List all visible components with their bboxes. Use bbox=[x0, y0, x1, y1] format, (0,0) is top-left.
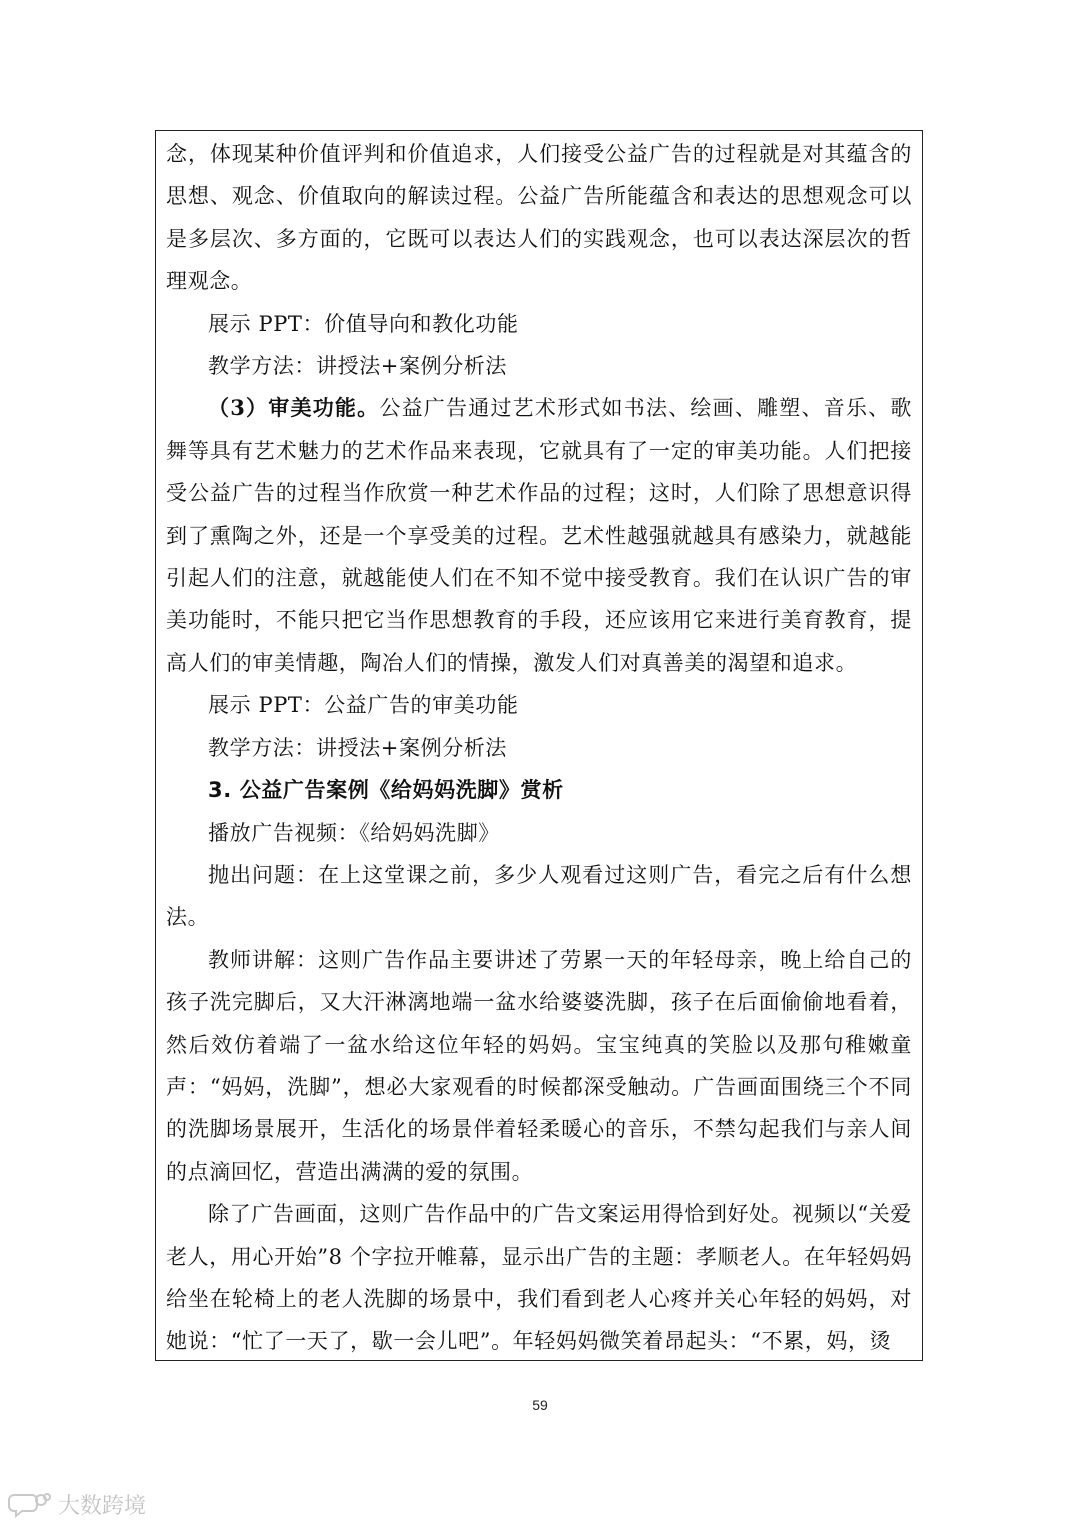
paragraph: 展示 PPT：价值导向和教化功能 bbox=[208, 311, 519, 336]
paragraph-body: 公益广告通过艺术形式如书法、绘画、雕塑、音乐、歌舞等具有艺术魅力的艺术作品来表现，它就具有了一定的审美功能。人们把接受公益广告的过程当作欣赏一种艺术作品的过程；这时，人们除了思想意识得到了熏陶之外，还是一个享受美的过程。艺术性越强就越具有感染力，就越能引起人们的注意，就越能使人们在不知不觉中接受教育。我们在认识广告的审美功能时，不能只把它当作思想教育的手段，还应该用它来进行美育教育，提高人们的审美情趣，陶冶人们的情操，激发人们对真善美的渴望和追求。 bbox=[166, 396, 912, 675]
paragraph: 教师讲解：这则广告作品主要讲述了劳累一天的年轻母亲，晚上给自己的孩子洗完脚后，又大汗淋漓地端一盆水给婆婆洗脚，孩子在后面偷偷地看着，然后效仿着端了一盆水给这位年轻的妈妈。宝宝纯真的笑脸以及那句稚嫩童声：“妈妈，洗脚”，想必大家观看的时候都深受触动。广告画面围绕三个不同的洗脚场景展开，生活化的场景伴着轻柔暖心的音乐，不禁勾起我们与亲人间的点滴回忆，营造出满满的爱的氛围。 bbox=[166, 947, 912, 1184]
paragraph: 播放广告视频：《给妈妈洗脚》 bbox=[208, 820, 500, 845]
page-number: 59 bbox=[532, 1397, 548, 1413]
chat-bubble-logo-icon bbox=[8, 1491, 52, 1519]
paragraph: 展示 PPT：公益广告的审美功能 bbox=[208, 693, 519, 718]
watermark-text: 大数跨境 bbox=[58, 1494, 147, 1519]
paragraph: 抛出问题：在上这堂课之前，多少人观看过这则广告，看完之后有什么想法。 bbox=[166, 862, 912, 930]
content-box bbox=[155, 130, 923, 1361]
section-lead: （3）审美功能。 bbox=[208, 395, 380, 421]
watermark bbox=[8, 1489, 146, 1520]
paragraph: 教学方法：讲授法+案例分析法 bbox=[208, 354, 507, 379]
paragraph: 教学方法：讲授法+案例分析法 bbox=[208, 735, 507, 760]
paragraph: 除了广告画面，这则广告作品中的广告文案运用得恰到好处。视频以“关爱老人，用心开始”8 个字拉开帷幕，显示出广告的主题：孝顺老人。在年轻妈妈给坐在轮椅上的老人洗脚的场景中，我们看到老人心疼并关心年轻的妈妈，对她说：“忙了一天了，歇一会儿吧”。年轻妈妈微笑着昂起头：“不累，妈，烫 bbox=[166, 1202, 912, 1354]
paragraph: 念，体现某种价值评判和价值追求，人们接受公益广告的过程就是对其蕴含的思想、观念、价值取向的解读过程。公益广告所能蕴含和表达的思想观念可以是多层次、多方面的，它既可以表达人们的实践观念，也可以表达深层次的哲理观念。 bbox=[166, 142, 912, 294]
section-heading: 3. 公益广告案例《给妈妈洗脚》赏析 bbox=[208, 778, 564, 803]
paragraph bbox=[166, 387, 912, 684]
